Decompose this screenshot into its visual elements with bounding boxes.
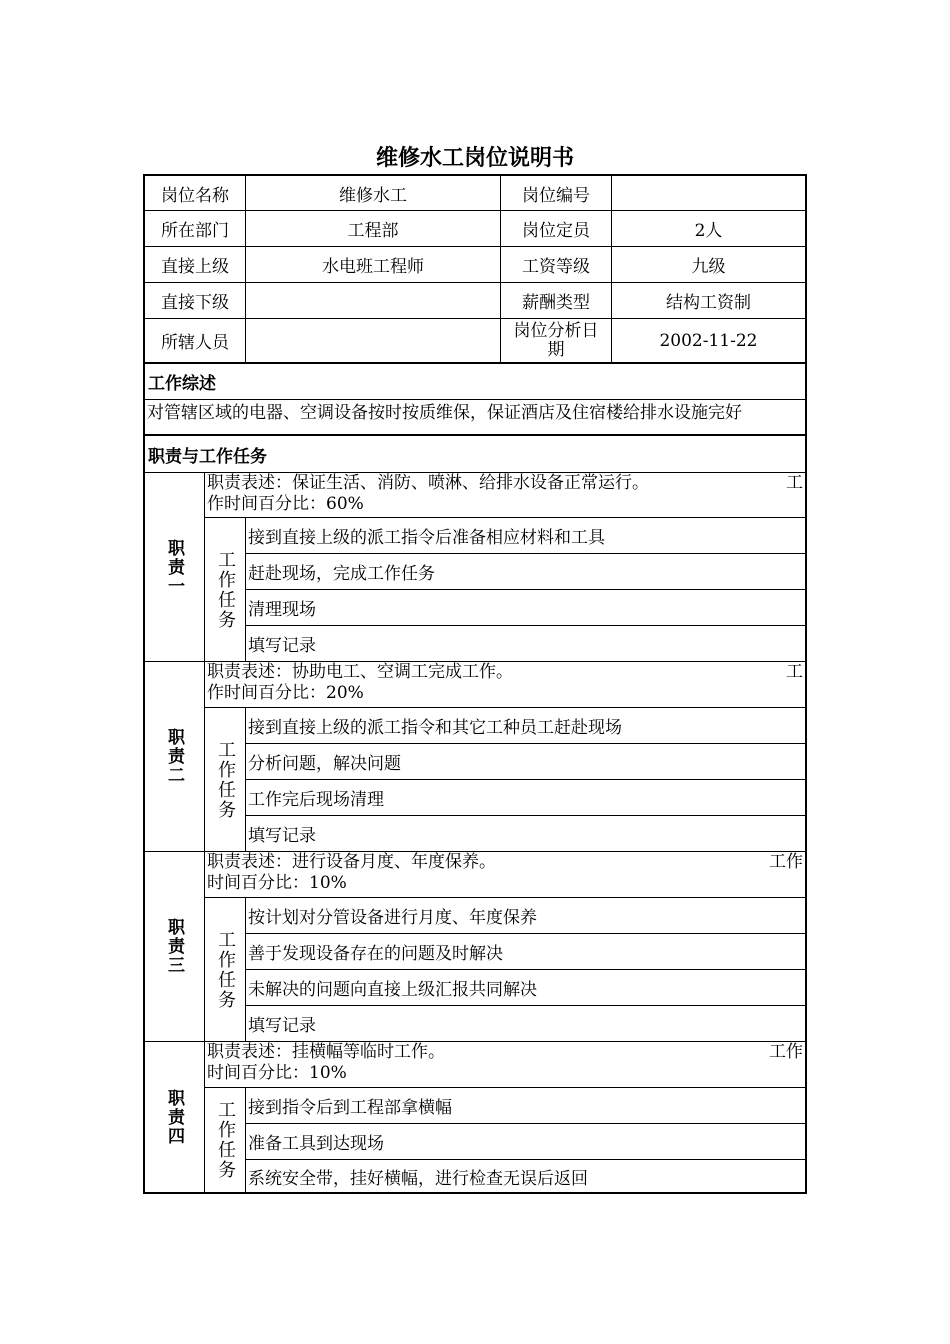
duty-1-task-4: 填写记录 xyxy=(246,626,805,662)
label-job-title: 岗位名称 xyxy=(145,176,246,211)
summary-text: 对管辖区域的电器、空调设备按时按质维保，保证酒店及住宿楼给排水设施完好 xyxy=(145,400,805,436)
value-salary-type: 结构工资制 xyxy=(612,283,805,319)
label-pay-grade: 工资等级 xyxy=(501,247,612,283)
value-job-code xyxy=(612,176,805,211)
duty-4-desc-tail: 工作 xyxy=(769,1042,803,1062)
duty-4-task-2: 准备工具到达现场 xyxy=(246,1124,805,1160)
job-description-form xyxy=(143,174,807,1194)
duty-1-task-2: 赶赴现场，完成工作任务 xyxy=(246,554,805,590)
summary-heading: 工作综述 xyxy=(145,364,805,400)
duty-3-task-1: 按计划对分管设备进行月度、年度保养 xyxy=(246,898,805,934)
duty-4-desc-percent: 时间百分比：10% xyxy=(207,1063,347,1083)
duty-1-description xyxy=(205,473,805,518)
duty-2-desc-main: 职责表述：协助电工、空调工完成工作。 xyxy=(207,662,513,682)
label-headcount: 岗位定员 xyxy=(501,211,612,247)
duty-2-description xyxy=(205,662,805,708)
duty-1-desc-tail: 工 xyxy=(786,473,803,493)
label-salary-type: 薪酬类型 xyxy=(501,283,612,319)
duty-1-task-label: 工作任务 xyxy=(205,518,246,662)
duty-4-desc-main: 职责表述：挂横幅等临时工作。 xyxy=(207,1042,445,1062)
duty-2-task-2: 分析问题，解决问题 xyxy=(246,744,805,780)
label-staff: 所辖人员 xyxy=(145,319,246,364)
duty-3-label: 职责三 xyxy=(145,852,205,1042)
duty-3-task-label: 工作任务 xyxy=(205,898,246,1042)
label-subordinate: 直接下级 xyxy=(145,283,246,319)
value-staff xyxy=(246,319,501,364)
value-subordinate xyxy=(246,283,501,319)
duty-2-task-label: 工作任务 xyxy=(205,708,246,852)
label-supervisor: 直接上级 xyxy=(145,247,246,283)
duty-2-task-1: 接到直接上级的派工指令和其它工种员工赶赴现场 xyxy=(246,708,805,744)
duty-1-desc-percent: 作时间百分比：60% xyxy=(207,494,364,514)
duty-1-task-1: 接到直接上级的派工指令后准备相应材料和工具 xyxy=(246,518,805,554)
duties-heading: 职责与工作任务 xyxy=(145,436,805,473)
duty-3-desc-tail: 工作 xyxy=(769,852,803,872)
label-job-code: 岗位编号 xyxy=(501,176,612,211)
duty-2-label: 职责二 xyxy=(145,662,205,852)
duty-3-desc-percent: 时间百分比：10% xyxy=(207,873,347,893)
duty-3-description xyxy=(205,852,805,898)
label-department: 所在部门 xyxy=(145,211,246,247)
duty-2-desc-tail: 工 xyxy=(786,662,803,682)
duty-4-task-label: 工作任务 xyxy=(205,1088,246,1192)
duty-3-desc-main: 职责表述：进行设备月度、年度保养。 xyxy=(207,852,496,872)
duty-4-label: 职责四 xyxy=(145,1042,205,1192)
duty-1-desc-main: 职责表述：保证生活、消防、喷淋、给排水设备正常运行。 xyxy=(207,473,649,493)
value-pay-grade: 九级 xyxy=(612,247,805,283)
duty-4-task-3: 系统安全带，挂好横幅，进行检查无误后返回 xyxy=(248,1168,588,1189)
duty-3-task-4: 填写记录 xyxy=(246,1006,805,1042)
duty-4-description xyxy=(205,1042,805,1088)
duty-3-task-2: 善于发现设备存在的问题及时解决 xyxy=(246,934,805,970)
label-analysis-date: 岗位分析日期 xyxy=(501,319,612,364)
value-analysis-date: 2002-11-22 xyxy=(612,319,805,364)
duty-1-label: 职责一 xyxy=(145,473,205,662)
duty-3-task-3: 未解决的问题向直接上级汇报共同解决 xyxy=(246,970,805,1006)
value-job-title: 维修水工 xyxy=(246,176,501,211)
duty-2-desc-percent: 作时间百分比：20% xyxy=(207,683,364,703)
page-title: 维修水工岗位说明书 xyxy=(375,146,574,171)
duty-2-task-4: 填写记录 xyxy=(246,816,805,852)
duty-1-task-3: 清理现场 xyxy=(246,590,805,626)
duty-2-task-3: 工作完后现场清理 xyxy=(246,780,805,816)
value-supervisor: 水电班工程师 xyxy=(246,247,501,283)
duty-4-task-1: 接到指令后到工程部拿横幅 xyxy=(246,1088,805,1124)
value-headcount: 2人 xyxy=(612,211,805,247)
value-department: 工程部 xyxy=(246,211,501,247)
